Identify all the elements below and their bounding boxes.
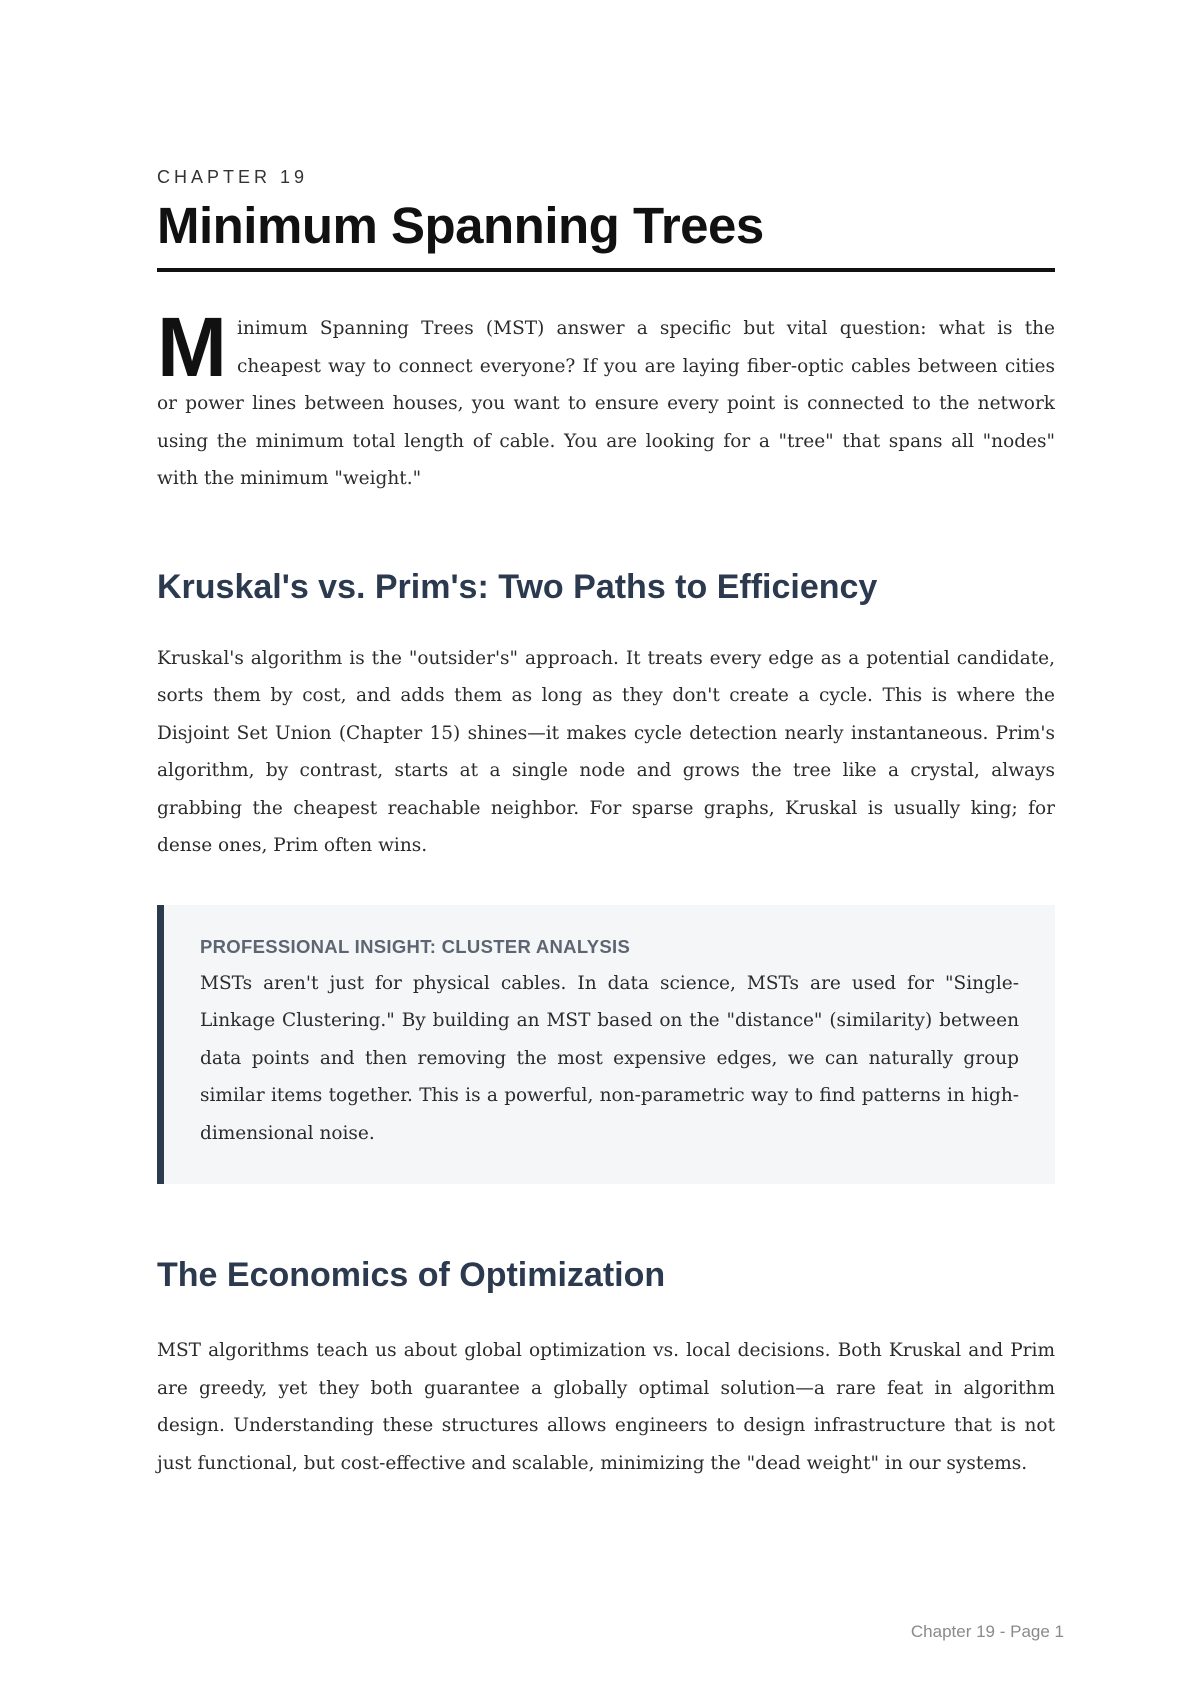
- insight-title: PROFESSIONAL INSIGHT: CLUSTER ANALYSIS: [200, 935, 631, 957]
- title-divider: [157, 268, 1055, 272]
- professional-insight-callout: [157, 905, 1055, 1185]
- page-footer: Chapter 19 - Page 1: [910, 1622, 1064, 1641]
- intro-text: inimum Spanning Trees (MST) answer a specific but vital question: what is the cheapest way to connect everyone? If you are laying fiber-optic cables between cities or power lines between houses, you want to ensure every point is connected to the network using the minimum total length of cable. You are looking for a "tree" that spans all "nodes" with the minimum "weight.": [157, 318, 1055, 489]
- document-page: [157, 166, 1055, 1482]
- section-paragraph-economics: MST algorithms teach us about global optimization vs. local decisions. Both Kruskal and Prim are greedy, yet they both guarantee a globally optimal solution—a rare feat in algorithm design. Understanding these structures allows engineers to design infrastructure that is not just functional, but cost-effective and scalable, minimizing the "dead weight" in our systems.: [157, 1340, 1055, 1474]
- section-paragraph-kruskal-vs-prim: Kruskal's algorithm is the "outsider's" approach. It treats every edge as a potential candidate, sorts them by cost, and adds them as long as they don't create a cycle. This is where the Disjoint Set Union (Chapter 15) shines—it makes cycle detection nearly instantaneous. Prim's algorithm, by contrast, starts at a single node and grows the tree like a crystal, always grabbing the cheapest reachable neighbor. For sparse graphs, Kruskal is usually king; for dense ones, Prim often wins.: [157, 647, 1055, 856]
- section-heading-kruskal-vs-prim: Kruskal's vs. Prim's: Two Paths to Efficiency: [157, 567, 878, 606]
- chapter-title: Minimum Spanning Trees: [157, 197, 764, 254]
- chapter-label: CHAPTER 19: [157, 167, 309, 187]
- dropcap-letter: M: [157, 300, 227, 394]
- intro-paragraph: [157, 300, 1055, 498]
- section-heading-economics: The Economics of Optimization: [157, 1256, 666, 1294]
- insight-text: MSTs aren't just for physical cables. In data science, MSTs are used for "Single-Linkage Clustering." By building an MST based on the "distance" (similarity) between data points and then removing the most expensive edges, we can naturally group similar items together. This is a powerful, non-parametric way to find patterns in high-dimensional noise.: [200, 972, 1019, 1144]
